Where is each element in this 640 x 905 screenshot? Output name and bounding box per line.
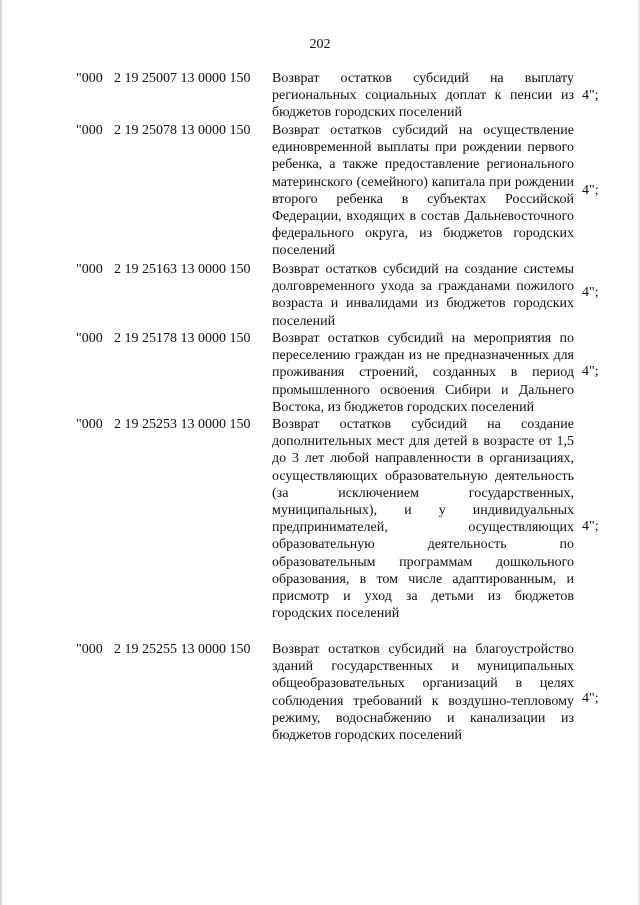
budget-classification-code: 2 19 25178 13 0000 150 [114, 331, 251, 346]
entry-description: Возврат остатков субсидий на создание системы долговременного ухода за гражданами пожилого возраста и инвалидами из бюджетов городских поселений [272, 262, 574, 329]
budget-classification-code: 2 19 25078 13 0000 150 [114, 123, 251, 138]
entry-prefix: "000 [76, 331, 103, 346]
entry-description: Возврат остатков субсидий на мероприятия по переселению граждан из не предназначенных для проживания строений, созданных в период промышленного освоения Сибири и Дальнего Востока, из бюджетов городских поселений [272, 331, 574, 415]
entry-suffix: 4"; [582, 183, 599, 198]
budget-classification-code: 2 19 25253 13 0000 150 [114, 417, 251, 432]
entry-suffix: 4"; [582, 519, 599, 534]
page-number: 202 [309, 37, 331, 52]
entry-prefix: "000 [76, 417, 103, 432]
entry-description: Возврат остатков субсидий на выплату региональных социальных доплат к пенсии из бюджетов городских поселений [272, 71, 574, 121]
scan-left-edge [0, 0, 2, 905]
entry-prefix: "000 [76, 262, 103, 277]
entry-suffix: 4"; [582, 364, 599, 379]
entry-description: Возврат остатков субсидий на осуществление единовременной выплаты при рождении первого ребенка, а также предоставление регионального материнского (семейного) капитала при рождении второго ребенка в субъектах Российской Федерации, входящих в состав Дальневосточного федерального округа, из бюджетов городских поселений [272, 123, 574, 259]
entry-prefix: "000 [76, 123, 103, 138]
entry-prefix: "000 [76, 71, 103, 86]
entry-description: Возврат остатков субсидий на благоустройство зданий государственных и муниципальных общеобразовательных организаций в целях соблюдения требований к воздушно-тепловому режиму, водоснабжению и канализации из бюджетов городских поселений [272, 642, 574, 744]
entry-prefix: "000 [76, 642, 103, 657]
budget-classification-code: 2 19 25007 13 0000 150 [114, 71, 251, 86]
budget-classification-code: 2 19 25163 13 0000 150 [114, 262, 251, 277]
entry-suffix: 4"; [582, 691, 599, 706]
entry-suffix: 4"; [582, 285, 599, 300]
entry-suffix: 4"; [582, 88, 599, 103]
entry-description: Возврат остатков субсидий на создание дополнительных мест для детей в возрасте от 1,5 до 3 лет любой направленности в организациях, осуществляющих образовательную деятельность (за исключением государственных, муниципальных), и у индивидуальных предпринимателей, осуществляющих образовательную деятельность по образовательным программам дошкольного образования, в том числе адаптированным, и присмотр и уход за детьми из бюджетов городских поселений [272, 417, 574, 622]
budget-classification-code: 2 19 25255 13 0000 150 [114, 642, 251, 657]
